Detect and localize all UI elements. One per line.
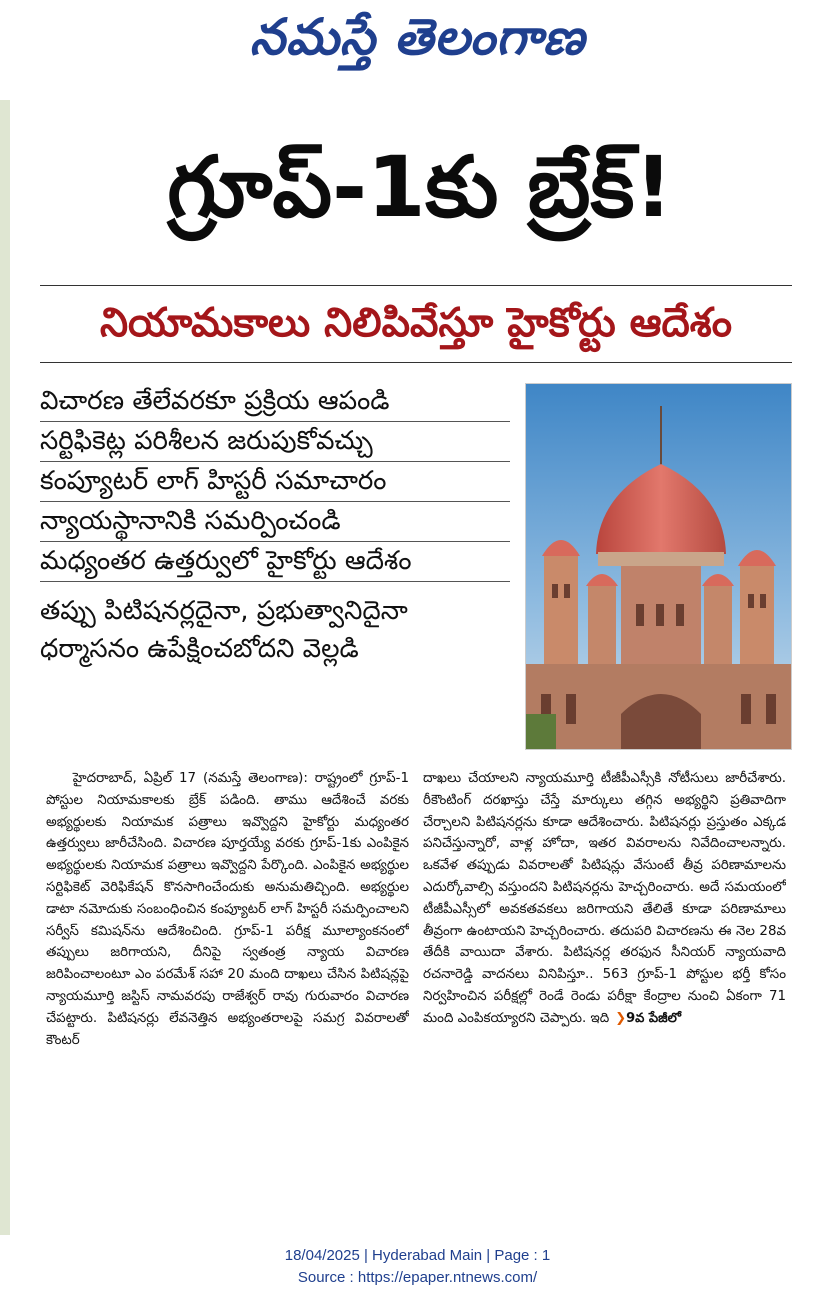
article-column-1 [46,768,409,1228]
article-paragraph: హైదరాబాద్, ఏప్రిల్ 17 (నమస్తే తెలంగాణ): రాష్ట్రంలో గ్రూప్-1 పోస్టుల నియామకాలకు బ్రేక్ పడింది. తాము ఆదేశించే వరకు అభ్యర్థులకు నియామక పత్రాలు ఇవ్వొద్దని హైకోర్టు మధ్యంతర ఉత్తర్వులు జారీచేసింది. విచారణ పూర్తయ్యే వరకు గ్రూప్-1కు ఎంపికైన అభ్యర్థులకు నియామక పత్రాలు ఇవ్వొద్దని పేర్కొంది. ఎంపికైన అభ్యర్థుల సర్టిఫికెట్ వెరిఫికేషన్ కొనసాగించేందుకు అనుమతిచ్చింది. అభ్యర్థుల డాటా నమోదుకు సంబంధించిన కంప్యూటర్ లాగ్ హిస్టరీ సమర్పించాలని సర్వీస్ కమిషన్‌ను ఆదేశించింది. గ్రూప్-1 పరీక్ష మూల్యాంకనంలో తప్పులు జరిగాయని, దీనిపై స్వతంత్ర న్యాయ విచారణ జరిపించాలంటూ ఎం పరమేశ్ సహా 20 మంది దాఖలు చేసిన పిటిషన్లపై న్యాయమూర్తి జస్టిస్ నామవరపు రాజేశ్వర్ రావు గురువారం విచారణ చేపట్టారు. పిటిషనర్లు లేవనెత్తిన అభ్యంతరాలపై సమగ్ర వివరాలతో కౌంటర్ [46,771,409,1048]
jump-label: 9వ పేజీలో [626,1010,682,1026]
page-footer [0,1245,835,1289]
divider-bottom [40,362,792,363]
arrow-icon: ❯ [615,1010,627,1026]
main-headline: గ్రూప్-1కు బ్రేక్! [167,138,673,236]
note-line: ధర్మాసనం ఉపేక్షించబోదని వెల్లడి [40,634,359,664]
highlight-note [40,592,510,668]
source-link[interactable]: Source : https://epaper.ntnews.com/ [297,1269,538,1286]
highlights-box [40,382,510,668]
article-text: దాఖలు చేయాలని న్యాయమూర్తి టీజీపీఎస్సీకి నోటీసులు జారీచేశారు. రీకౌంటింగ్ దరఖాస్తు చేస్తే మార్కులు తగ్గిన అభ్యర్థిని ప్రతివాదిగా చేర్చాలని పిటిషనర్లను కూడా ఆదేశించారు. పిటిషనర్లు ప్రస్తుతం ఎక్కడ పనిచేస్తున్నారో, వాళ్ల హోదా, ఇతర వివరాలను నివేదించాలన్నారు. ఒకవేళ తప్పుడు వివరాలతో పిటిషన్లు వేసుంటే తీవ్ర పరిణామాలను ఎదుర్కోవాల్సి వస్తుందని పిటిషనర్లను హెచ్చరించారు. అదే సమయంలో టీజీపీఎస్సీలో అవకతవకలు జరిగాయని తేలితే కూడా పరిణామాలు తీవ్రంగా ఉంటాయని హెచ్చరించారు. తదుపరి విచారణను ఈ నెల 28వ తేదీకి వాయిదా వేశారు. పిటిషనర్ల తరఫున సీనియర్ న్యాయవాది రచనారెడ్డి వాదనలు వినిపిస్తూ.. 563 గ్రూప్-1 పోస్టుల భర్తీ కోసం నిర్వహించిన పరీక్షల్లో రెండే రెండు పరీక్షా కేంద్రాల నుంచి ఏకంగా 71 మంది ఎంపికయ్యారని చెప్పారు. ఇది [423,771,786,1026]
note-line: తప్పు పిటిషనర్లదైనా, ప్రభుత్వానిదైనా [40,596,408,626]
high-court-photo [525,383,792,750]
sub-headline: నియామకాలు నిలిపివేస్తూ హైకోర్టు ఆదేశం [99,300,733,346]
highlight-item: మధ్యంతర ఉత్తర్వులో హైకోర్టు ఆదేశం [40,542,510,582]
highlight-item: న్యాయస్థానానికి సమర్పించండి [40,502,510,542]
article-column-2 [423,768,786,1228]
highlight-item: సర్టిఫికెట్ల పరిశీలన జరుపుకోవచ్చు [40,422,510,462]
newspaper-masthead: నమస్తే తెలంగాణ [249,7,586,66]
highlight-item: కంప్యూటర్ లాగ్ హిస్టరీ సమాచారం [40,462,510,502]
article-paragraph [423,768,786,1030]
highlight-item: విచారణ తేలేవరకూ ప్రక్రియ ఆపండి [40,382,510,422]
article-body [46,768,786,1228]
continued-on-page [615,1008,681,1030]
left-margin-strip [0,100,10,1235]
high-court-building-image [526,384,791,749]
edition-info: 18/04/2025 | Hyderabad Main | Page : 1 [284,1247,551,1264]
